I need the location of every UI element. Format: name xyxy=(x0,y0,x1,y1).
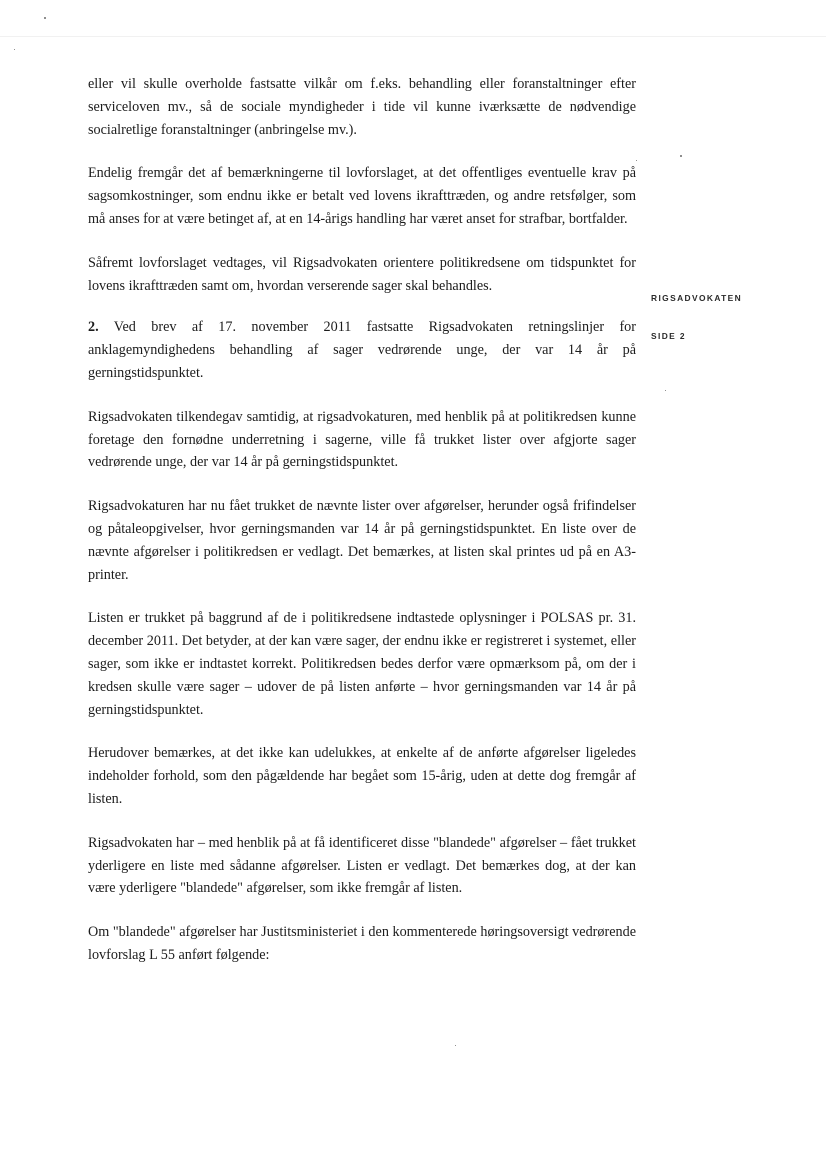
paragraph: Rigsadvokaten har – med henblik på at få identificeret disse "blandede" afgørelser – fået trukket yderligere en liste med sådanne afgørelser. Listen er vedlagt. Det bemærkes dog, at der kan være yderligere "blandede" afgørelser, som ikke fremgår af listen. xyxy=(88,834,636,897)
sidebar xyxy=(651,293,742,341)
scan-speck xyxy=(455,1045,456,1046)
document-body xyxy=(88,73,636,988)
section-number: 2. xyxy=(88,319,99,336)
paragraph: Herudover bemærkes, at det ikke kan udelukkes, at enkelte af de anførte afgørelser ligeledes indeholder forhold, som den pågældende har begået som 15-årig, uden at dette dog fremgår af listen. xyxy=(88,745,636,807)
paragraph: Såfremt lovforslaget vedtages, vil Rigsadvokaten orientere politikredsene om tidspunktet for lovens ikrafttræden samt om, hvordan verserende sager skal behandles. xyxy=(88,254,636,294)
scan-speck xyxy=(44,17,46,19)
paragraph: Endelig fremgår det af bemærkningerne til lovforslaget, at det offentliges eventuelle krav på sagsomkostninger, som endnu ikke er betalt ved lovens ikrafttræden, og andre retsfølger, som må anses for at være betinget af, at en 14-årigs handling har været anset for strafbar, bortfalder. xyxy=(88,165,636,227)
paragraph: Rigsadvokaten tilkendegav samtidig, at rigsadvokaturen, med henblik på at politikredsen kunne foretage den fornødne underretning i sagerne, ville få trukket lister over afgjorte sager vedrørende unge, der var 14 år på gerningstidspunktet. xyxy=(88,408,636,471)
scan-speck xyxy=(636,160,637,161)
paragraph: Rigsadvokaturen har nu fået trukket de nævnte lister over afgørelser, herunder også frifindelser og påtaleopgivelser, hvor gerningsmanden var 14 år på gerningstidspunktet. En liste over de nævnte afgørelser i politikredsen er vedlagt. Det bemærkes, at listen skal printes ud på en A3-printer. xyxy=(88,498,636,583)
paragraph: Listen er trukket på baggrund af de i politikredsene indtastede oplysninger i POLSAS pr. 31. december 2011. Det betyder, at der kan være sager, der endnu ikke er registreret i systemet, eller sager, som ikke er indtastet korrekt. Politikredsen bedes derfor være opmærksom på, om der i kredsen skulle være sager – udover de på listen anførte – hvor gerningsmanden var 14 år på gerningstidspunktet. xyxy=(88,610,636,718)
numbered-paragraph xyxy=(88,316,636,384)
page-number-label: SIDE 2 xyxy=(651,331,686,341)
paragraph: eller vil skulle overholde fastsatte vilkår om f.eks. behandling eller foranstaltninger efter serviceloven mv., så de sociale myndigheder i tide vil kunne iværksætte de nødvendige socialretlige foranstaltninger (anbringelse mv.). xyxy=(88,76,636,138)
scan-speck xyxy=(680,155,682,157)
scan-speck xyxy=(665,390,666,391)
paragraph-text: Ved brev af 17. november 2011 fastsatte Rigsadvokaten retningslinjer for anklagemyndighedens behandling af sager vedrørende unge, der var 14 år på gerningstidspunktet. xyxy=(88,319,636,381)
scan-speck xyxy=(14,49,15,50)
paragraph: Om "blandede" afgørelser har Justitsministeriet i den kommenterede høringsoversigt vedrørende lovforslag L 55 anført følgende: xyxy=(88,924,636,963)
scan-edge-line xyxy=(0,36,826,37)
sender-label: RIGSADVOKATEN xyxy=(651,293,743,303)
